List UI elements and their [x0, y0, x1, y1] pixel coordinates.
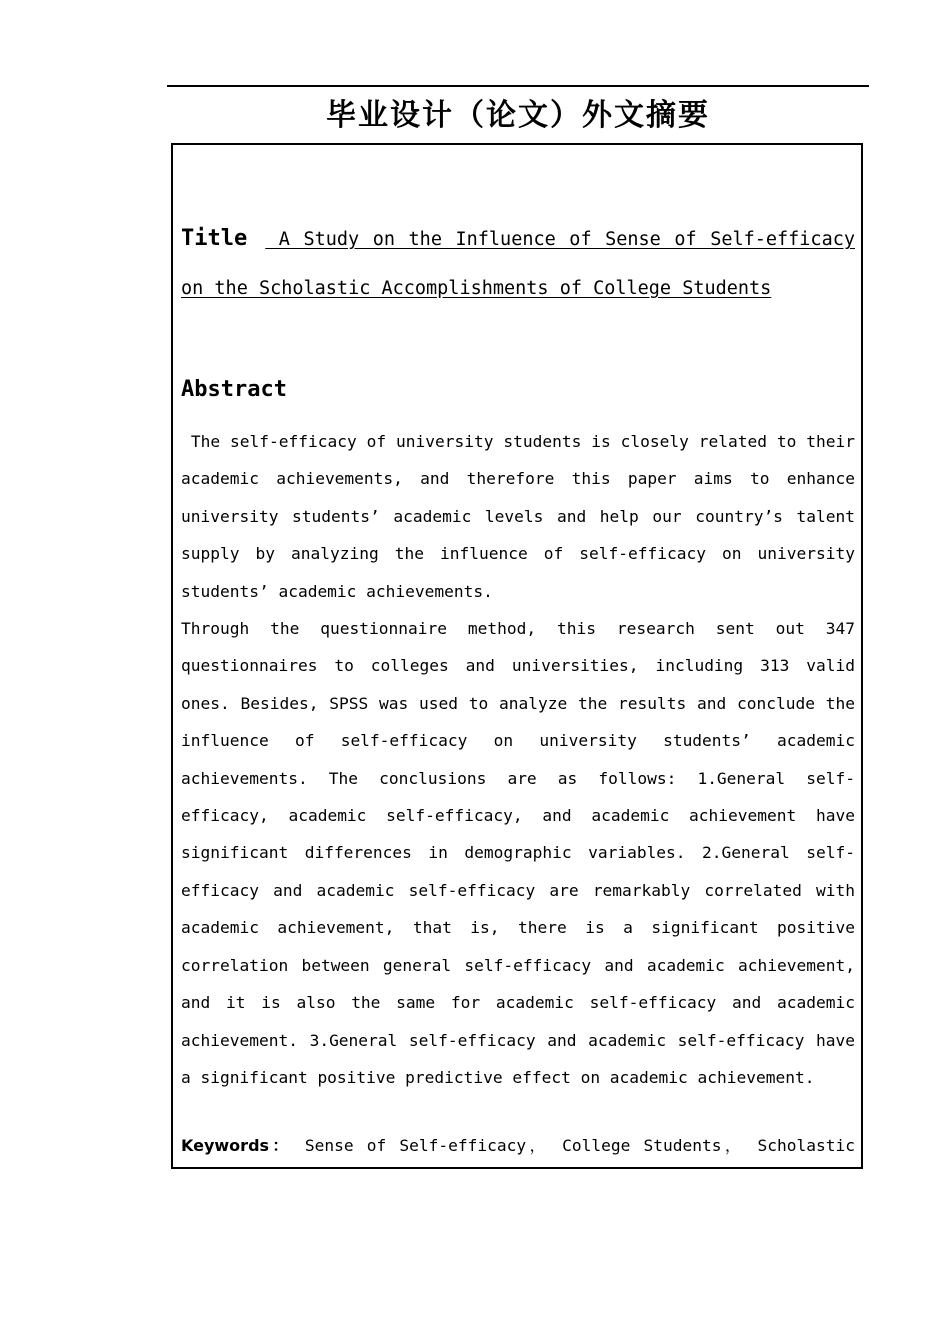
abstract-body	[181, 423, 865, 1096]
title-block	[181, 214, 855, 313]
keywords-text: Sense of Self-efficacy， College Students， Scholastic	[291, 1136, 855, 1155]
abstract-heading: Abstract	[181, 377, 287, 402]
keywords-line	[181, 1130, 855, 1164]
top-rule	[167, 85, 869, 87]
abstract-paragraph-2: Through the questionnaire method, this research sent out 347 questionnaires to colleges and universities, including 313 valid ones. Besides, SPSS was used to analyze the results and conclude the influence of self-efficacy on university students’ academic achievements. The conclusions are as follows: 1.General self-efficacy, academic self-efficacy, and academic achievement have significant differences in demographic variables. 2.General self-efficacy and academic self-efficacy are remarkably correlated with academic achievement, that is, there is a significant positive correlation between general self-efficacy and academic achievement, and it is also the same for academic self-efficacy and academic achievement. 3.General self-efficacy and academic self-efficacy have a significant positive predictive effect on academic achievement.	[181, 619, 855, 1087]
keywords-label: Keywords：	[181, 1136, 292, 1155]
page-heading: 毕业设计（论文）外文摘要	[326, 98, 710, 133]
title-label: Title	[181, 226, 248, 251]
abstract-paragraph-1: The self-efficacy of university students is closely related to their academic achievements, and therefore this paper aims to enhance university students’ academic levels and help our country’s talent supply by analyzing the influence of self-efficacy on university students’ academic achievements.	[181, 432, 865, 601]
title-text: A Study on the Influence of Sense of Self-efficacy on the Scholastic Accomplishments of College Students	[181, 229, 855, 299]
